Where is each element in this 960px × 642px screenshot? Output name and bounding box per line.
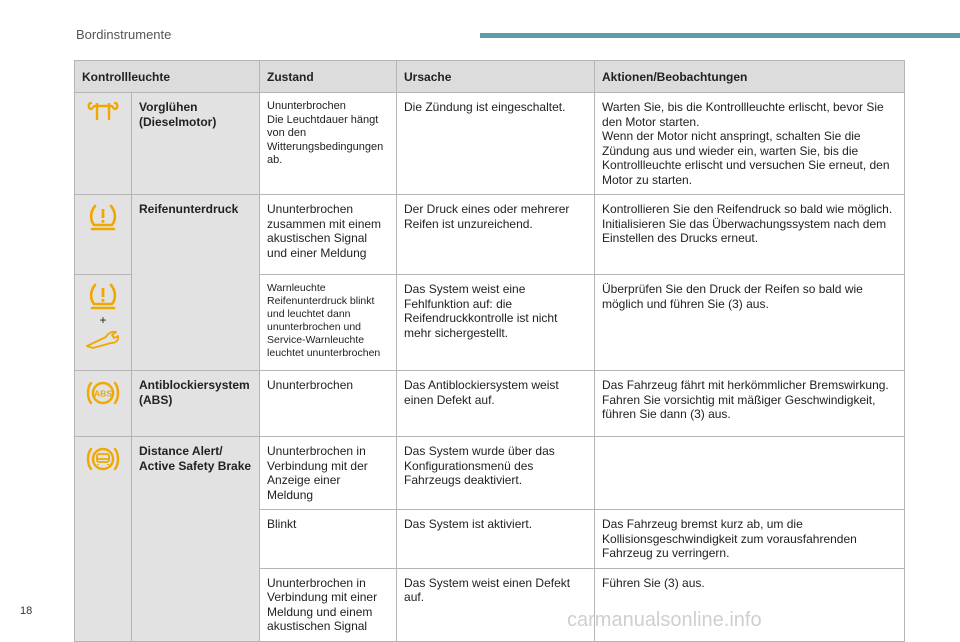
zustand-text: Ununterbrochen Die Leuchtdauer hängt von den Witterungsbedingungen ab. — [267, 100, 384, 166]
ursache-cell: Das System weist eine Fehlfunktion auf: die Reifendruckkontrolle ist nicht mehr sichergestellt. — [397, 275, 595, 371]
aktion-cell: Das Fahrzeug fährt mit herkömmlicher Bremswirkung. Fahren Sie vorsichtig mit mäßiger Geschwindigkeit, führen Sie dann (3) aus. — [595, 371, 905, 437]
header-aktionen: Aktionen/Beobachtungen — [595, 61, 905, 93]
page-number: 18 — [20, 605, 33, 617]
ursache-cell: Das Antiblockiersystem weist einen Defekt auf. — [397, 371, 595, 437]
icon-cell — [75, 371, 132, 437]
section-title: Bordinstrumente — [76, 27, 172, 42]
abs-icon — [86, 378, 120, 408]
icon-cell — [75, 437, 132, 642]
abs-icon-text: ABS — [94, 388, 112, 399]
aktion-cell: Kontrollieren Sie den Reifendruck so bald wie möglich. Initialisieren Sie das Überwachungssystem nach dem Einstellen des Drucks erneut. — [595, 195, 905, 275]
watermark: carmanualsonline.info — [567, 609, 762, 631]
zustand-cell: Ununterbrochen in Verbindung mit einer Meldung und einem akustischen Signal — [260, 568, 397, 641]
table-row — [75, 93, 905, 195]
zustand-cell — [260, 93, 397, 195]
light-name: Reifenunterdruck — [132, 195, 260, 371]
header-ursache: Ursache — [397, 61, 595, 93]
zustand-cell — [260, 275, 397, 371]
icon-cell — [75, 275, 132, 371]
ursache-cell: Das System ist aktiviert. — [397, 510, 595, 569]
icon-cell — [75, 195, 132, 275]
aktion-cell: Das Fahrzeug bremst kurz ab, um die Kollisionsgeschwindigkeit zum vorausfahrenden Fahrzeug zu verringern. — [595, 510, 905, 569]
zustand-cell: Ununterbrochen — [260, 371, 397, 437]
tyre-pressure-icon — [88, 202, 118, 232]
active-safety-brake-icon — [86, 444, 120, 474]
tyre-pressure-icon — [88, 281, 118, 311]
table-header-row — [75, 61, 905, 93]
header-kontrollleuchte: Kontrollleuchte — [75, 61, 260, 93]
zustand-cell: Ununterbrochen zusammen mit einem akustischen Signal und einer Meldung — [260, 195, 397, 275]
header-zustand: Zustand — [260, 61, 397, 93]
aktion-cell — [595, 437, 905, 510]
section-accent-bar — [480, 33, 960, 38]
zustand-cell: Ununterbrochen in Verbindung mit der Anzeige einer Meldung — [260, 437, 397, 510]
icon-cell — [75, 93, 132, 195]
glow-plug-icon — [87, 100, 119, 122]
table-row — [75, 371, 905, 437]
aktion-cell: Überprüfen Sie den Druck der Reifen so bald wie möglich und führen Sie (3) aus. — [595, 275, 905, 371]
light-name: Vorglühen (Dieselmotor) — [132, 93, 260, 195]
light-name: Distance Alert/ Active Safety Brake — [132, 437, 260, 642]
service-wrench-icon — [84, 330, 122, 350]
aktion-cell: Führen Sie (3) aus. — [595, 568, 905, 641]
zustand-text: Warnleuchte Reifenunterdruck blinkt und leuchtet dann ununterbrochen und Service-Warnleuchte leuchtet ununterbrochen — [267, 282, 381, 359]
table-row — [75, 195, 905, 275]
table-row — [75, 437, 905, 510]
ursache-cell: Das System weist einen Defekt auf. — [397, 568, 595, 641]
ursache-cell: Die Zündung ist eingeschaltet. — [397, 93, 595, 195]
zustand-cell: Blinkt — [260, 510, 397, 569]
light-name: Antiblockiersystem (ABS) — [132, 371, 260, 437]
ursache-cell: Das System wurde über das Konfigurationsmenü des Fahrzeugs deaktiviert. — [397, 437, 595, 510]
plus-sign: + — [99, 313, 107, 327]
aktion-cell: Warten Sie, bis die Kontrollleuchte erlischt, bevor Sie den Motor starten. Wenn der Motor nicht anspringt, schalten Sie die Zündung aus und wieder ein, warten Sie, bis die Kontrollleuchte erlischt und versuchen Sie erneut, den Motor zu starten. — [595, 93, 905, 195]
warning-lights-table — [74, 60, 905, 642]
ursache-cell: Der Druck eines oder mehrerer Reifen ist unzureichend. — [397, 195, 595, 275]
